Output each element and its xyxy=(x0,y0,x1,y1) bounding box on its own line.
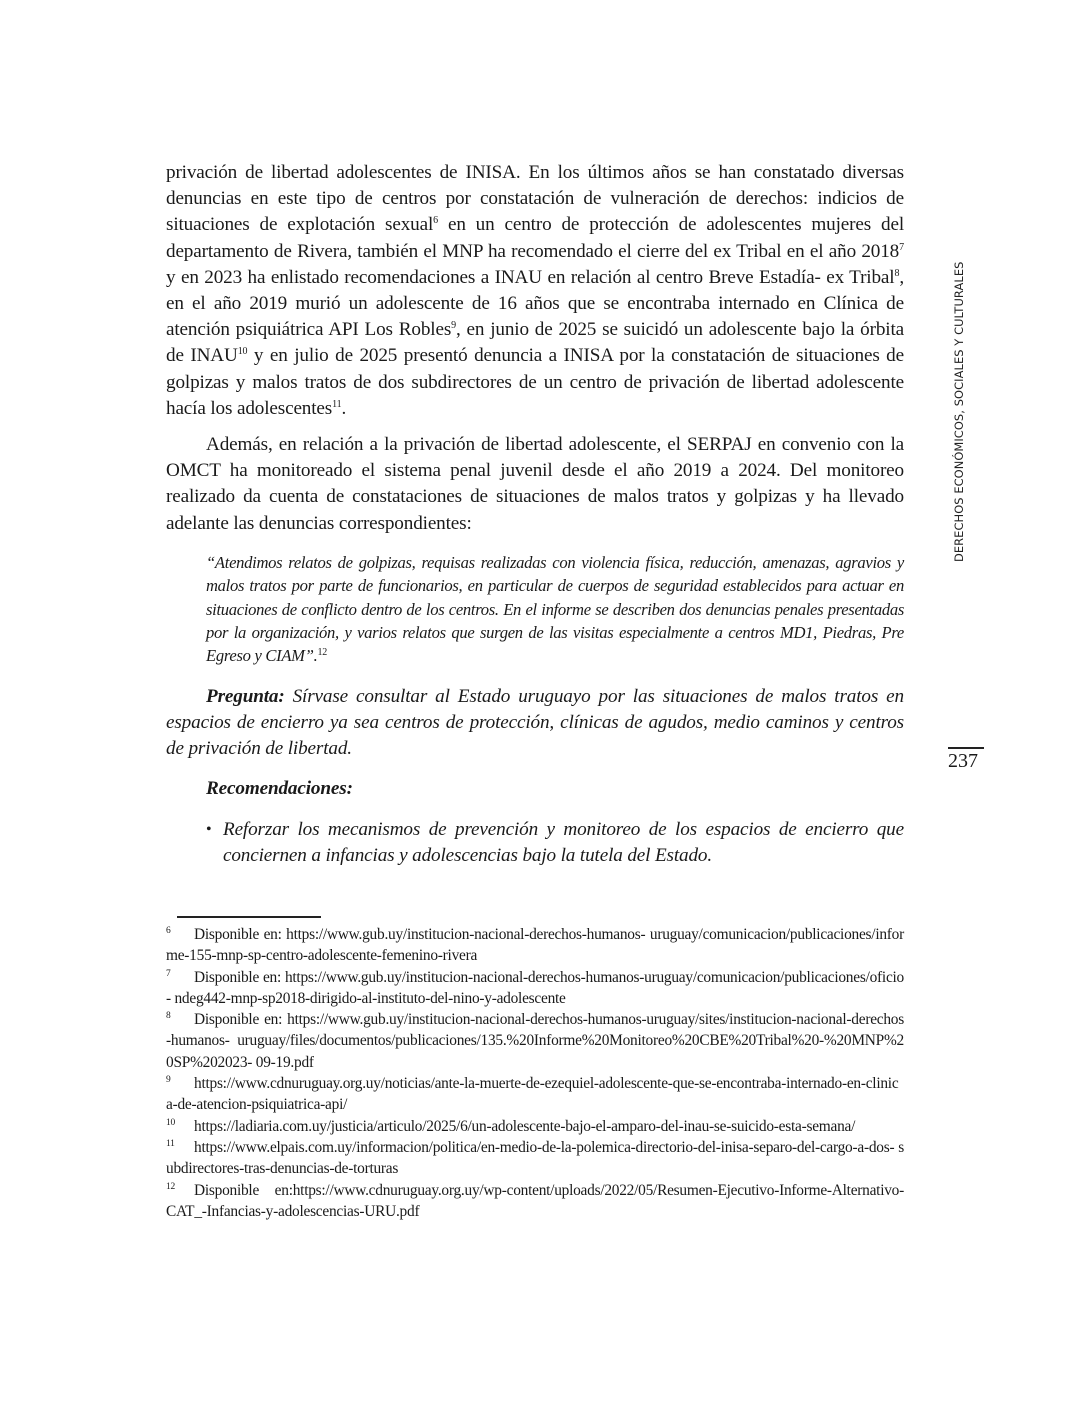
footnote-ref-6[interactable]: 6 xyxy=(433,215,439,227)
question-text: Sírvase consultar al Estado uruguayo por las situaciones de malos tratos en espacios de encierro ya sea centros de protección, clínicas de agudos, medio caminos y centros de privación de libertad. xyxy=(166,685,904,760)
footnote-ref-8[interactable]: 8 xyxy=(894,267,900,279)
footnote-text[interactable]: https://ladiaria.com.uy/justicia/articulo/2025/6/un-adolescente-bajo-el-amparo-del-inau-se-suicido-esta-semana/ xyxy=(194,1117,856,1135)
section-running-header: DERECHOS ECONÓMICOS, SOCIALES Y CULTURALES xyxy=(952,261,966,562)
paragraph-1: privación de libertad adolescentes de INISA. En los últimos años se han constatado diversas denuncias en este tipo de centros por constatación de vulneración de derechos: indicios de situaciones de explotación sexual$^6$ en un centro de protección de adolescentes mujeres del departamento de Rivera, también el MNP ha recomendado el cierre del ex Tribal en el año 2018$^7$ y en 2023 ha enlistado recomendaciones a INAU en relación al centro Breve Estadía- ex Tribal$^8$, en el año 2019 murió un adolescente de 16 años que se encontraba internado en Clínica de atención psiquiátrica API Los Robles$^9$, en junio de 2025 se suicidó un adolescente bajo la órbita de INAU$^{10}$ y en julio de 2025 presentó denuncia a INISA por la constatación de situaciones de golpizas y malos tratos de dos subdirectores de un centro de privación de libertad adolescente hacía los adolescentes$^{11}$. xyxy=(166,162,905,419)
main-text xyxy=(166,160,904,869)
footnote-9: 9 https://www.cdnuruguay.org.uy/noticias/ante-la-muerte-de-ezequiel-adolescente-que-se-encontraba-internado-en-clinica-de-atencion-psiquiatrica-api/ xyxy=(166,1075,899,1114)
question-label: Pregunta: xyxy=(206,685,285,707)
question-paragraph xyxy=(166,684,904,763)
footnote-ref-10[interactable]: 10 xyxy=(237,346,248,358)
block-quote xyxy=(206,551,904,668)
paragraph-2: Además, en relación a la privación de libertad adolescente, el SERPAJ en convenio con la OMCT ha monitoreado el sistema penal juvenil desde el año 2019 a 2024. Del monitoreo realizado da cuenta de constataciones de situaciones de malos tratos y golpizas y ha llevado adelante las denuncias correspondientes: xyxy=(166,434,904,534)
footnote-text[interactable]: https://www.elpais.com.uy/informacion/politica/en-medio-de-la-polemica-directorio-del-inisa-separo-del-cargo-a-dos- subdirectores-tras-denuncias-de-torturas xyxy=(166,1138,904,1178)
footnote-text[interactable]: Disponible en: https://www.gub.uy/institucion-nacional-derechos-humanos- uruguay/comunicacion/publicaciones/informe-155-mnp-sp-centro-adolescente-femenino-rivera xyxy=(166,926,904,965)
footnotes xyxy=(166,924,904,1222)
footnote-10: 10 https://ladiaria.com.uy/justicia/articulo/2025/6/un-adolescente-bajo-el-amparo-del-inau-se-suicido-esta-semana/ xyxy=(166,1117,856,1135)
footnote-text[interactable]: Disponible en:https://www.cdnuruguay.org.uy/wp-content/uploads/2022/05/Resumen-Ejecutivo-Informe-Alternativo- CAT_-Infancias-y-adolescencias-URU.pdf xyxy=(166,1181,904,1220)
list-item xyxy=(206,817,904,869)
footnote-7: 7 Disponible en: https://www.gub.uy/institucion-nacional-derechos-humanos-uruguay/comunicacion/publicaciones/oficio- ndeg442-mnp-sp2018-dirigido-al-instituto-del-nino-y-adolescente xyxy=(166,968,904,1007)
quote-text: “Atendimos relatos de golpizas, requisas realizadas con violencia física, reducción, amenazas, agravios y malos tratos por parte de funcionarios, en particular de cuerpos de seguridad establecidos para actuar en situaciones de conflicto dentro de los centros. En el informe se describen dos denuncias penales presentadas por la organización, y varios relatos que surgen de las visitas especialmente a centros MD1, Piedras, Pre Egreso y CIAM”. xyxy=(206,552,904,666)
footnote-ref-7[interactable]: 7 xyxy=(899,241,904,253)
footnote-12: 12 Disponible en:https://www.cdnuruguay.org.uy/wp-content/uploads/2022/05/Resumen-Ejecutivo-Informe-Alternativo- CAT_-Infancias-y-adolescencias-URU.pdf xyxy=(166,1181,904,1220)
recommendations-list xyxy=(206,817,904,869)
recommendation-text: Reforzar los mecanismos de prevención y monitoreo de los espacios de encierro que conciernen a infancias y adolescencias bajo la tutela del Estado. xyxy=(223,818,904,866)
footnote-11: 11 https://www.elpais.com.uy/informacion/politica/en-medio-de-la-polemica-directorio-del-inisa-separo-del-cargo-a-dos- subdirectores-tras-denuncias-de-torturas xyxy=(166,1138,904,1178)
footnote-text[interactable]: Disponible en: https://www.gub.uy/institucion-nacional-derechos-humanos-uruguay/comunicacion/publicaciones/oficio- ndeg442-mnp-sp2018-dirigido-al-instituto-del-nino-y-adolescente xyxy=(166,968,904,1007)
footnote-ref-12[interactable]: 12 xyxy=(317,647,327,659)
bullet-icon: • xyxy=(206,820,212,838)
recommendations-heading: Recomendaciones: xyxy=(206,778,353,800)
footnote-8: 8 Disponible en: https://www.gub.uy/institucion-nacional-derechos-humanos-uruguay/sites/institucion-nacional-derechos-humanos- uruguay/files/documentos/publicaciones/135.%20Informe%20Monitoreo%20CBE%20Tribal%20-%20MNP%20SP%202023- 09-19.pdf xyxy=(166,1011,904,1071)
footnote-ref-9[interactable]: 9 xyxy=(451,320,457,332)
footnote-text[interactable]: https://www.cdnuruguay.org.uy/noticias/ante-la-muerte-de-ezequiel-adolescente-que-se-encontraba-internado-en-clinica-de-atencion-psiquiatrica-api/ xyxy=(166,1075,899,1114)
page-number-rule xyxy=(948,747,984,749)
footnote-6: 6 Disponible en: https://www.gub.uy/institucion-nacional-derechos-humanos- uruguay/comunicacion/publicaciones/informe-155-mnp-sp-centro-adolescente-femenino-rivera xyxy=(166,926,904,965)
footnote-text[interactable]: Disponible en: https://www.gub.uy/institucion-nacional-derechos-humanos-uruguay/sites/institucion-nacional-derechos-humanos- uruguay/files/documentos/publicaciones/135.%20Informe%20Monitoreo%20CBE%20Tribal%20-%20MNP%20SP%202023- 09-19.pdf xyxy=(166,1011,904,1071)
footnote-ref-11[interactable]: 11 xyxy=(332,398,342,410)
footnote-separator xyxy=(177,916,321,918)
page-number: 237 xyxy=(948,750,978,772)
